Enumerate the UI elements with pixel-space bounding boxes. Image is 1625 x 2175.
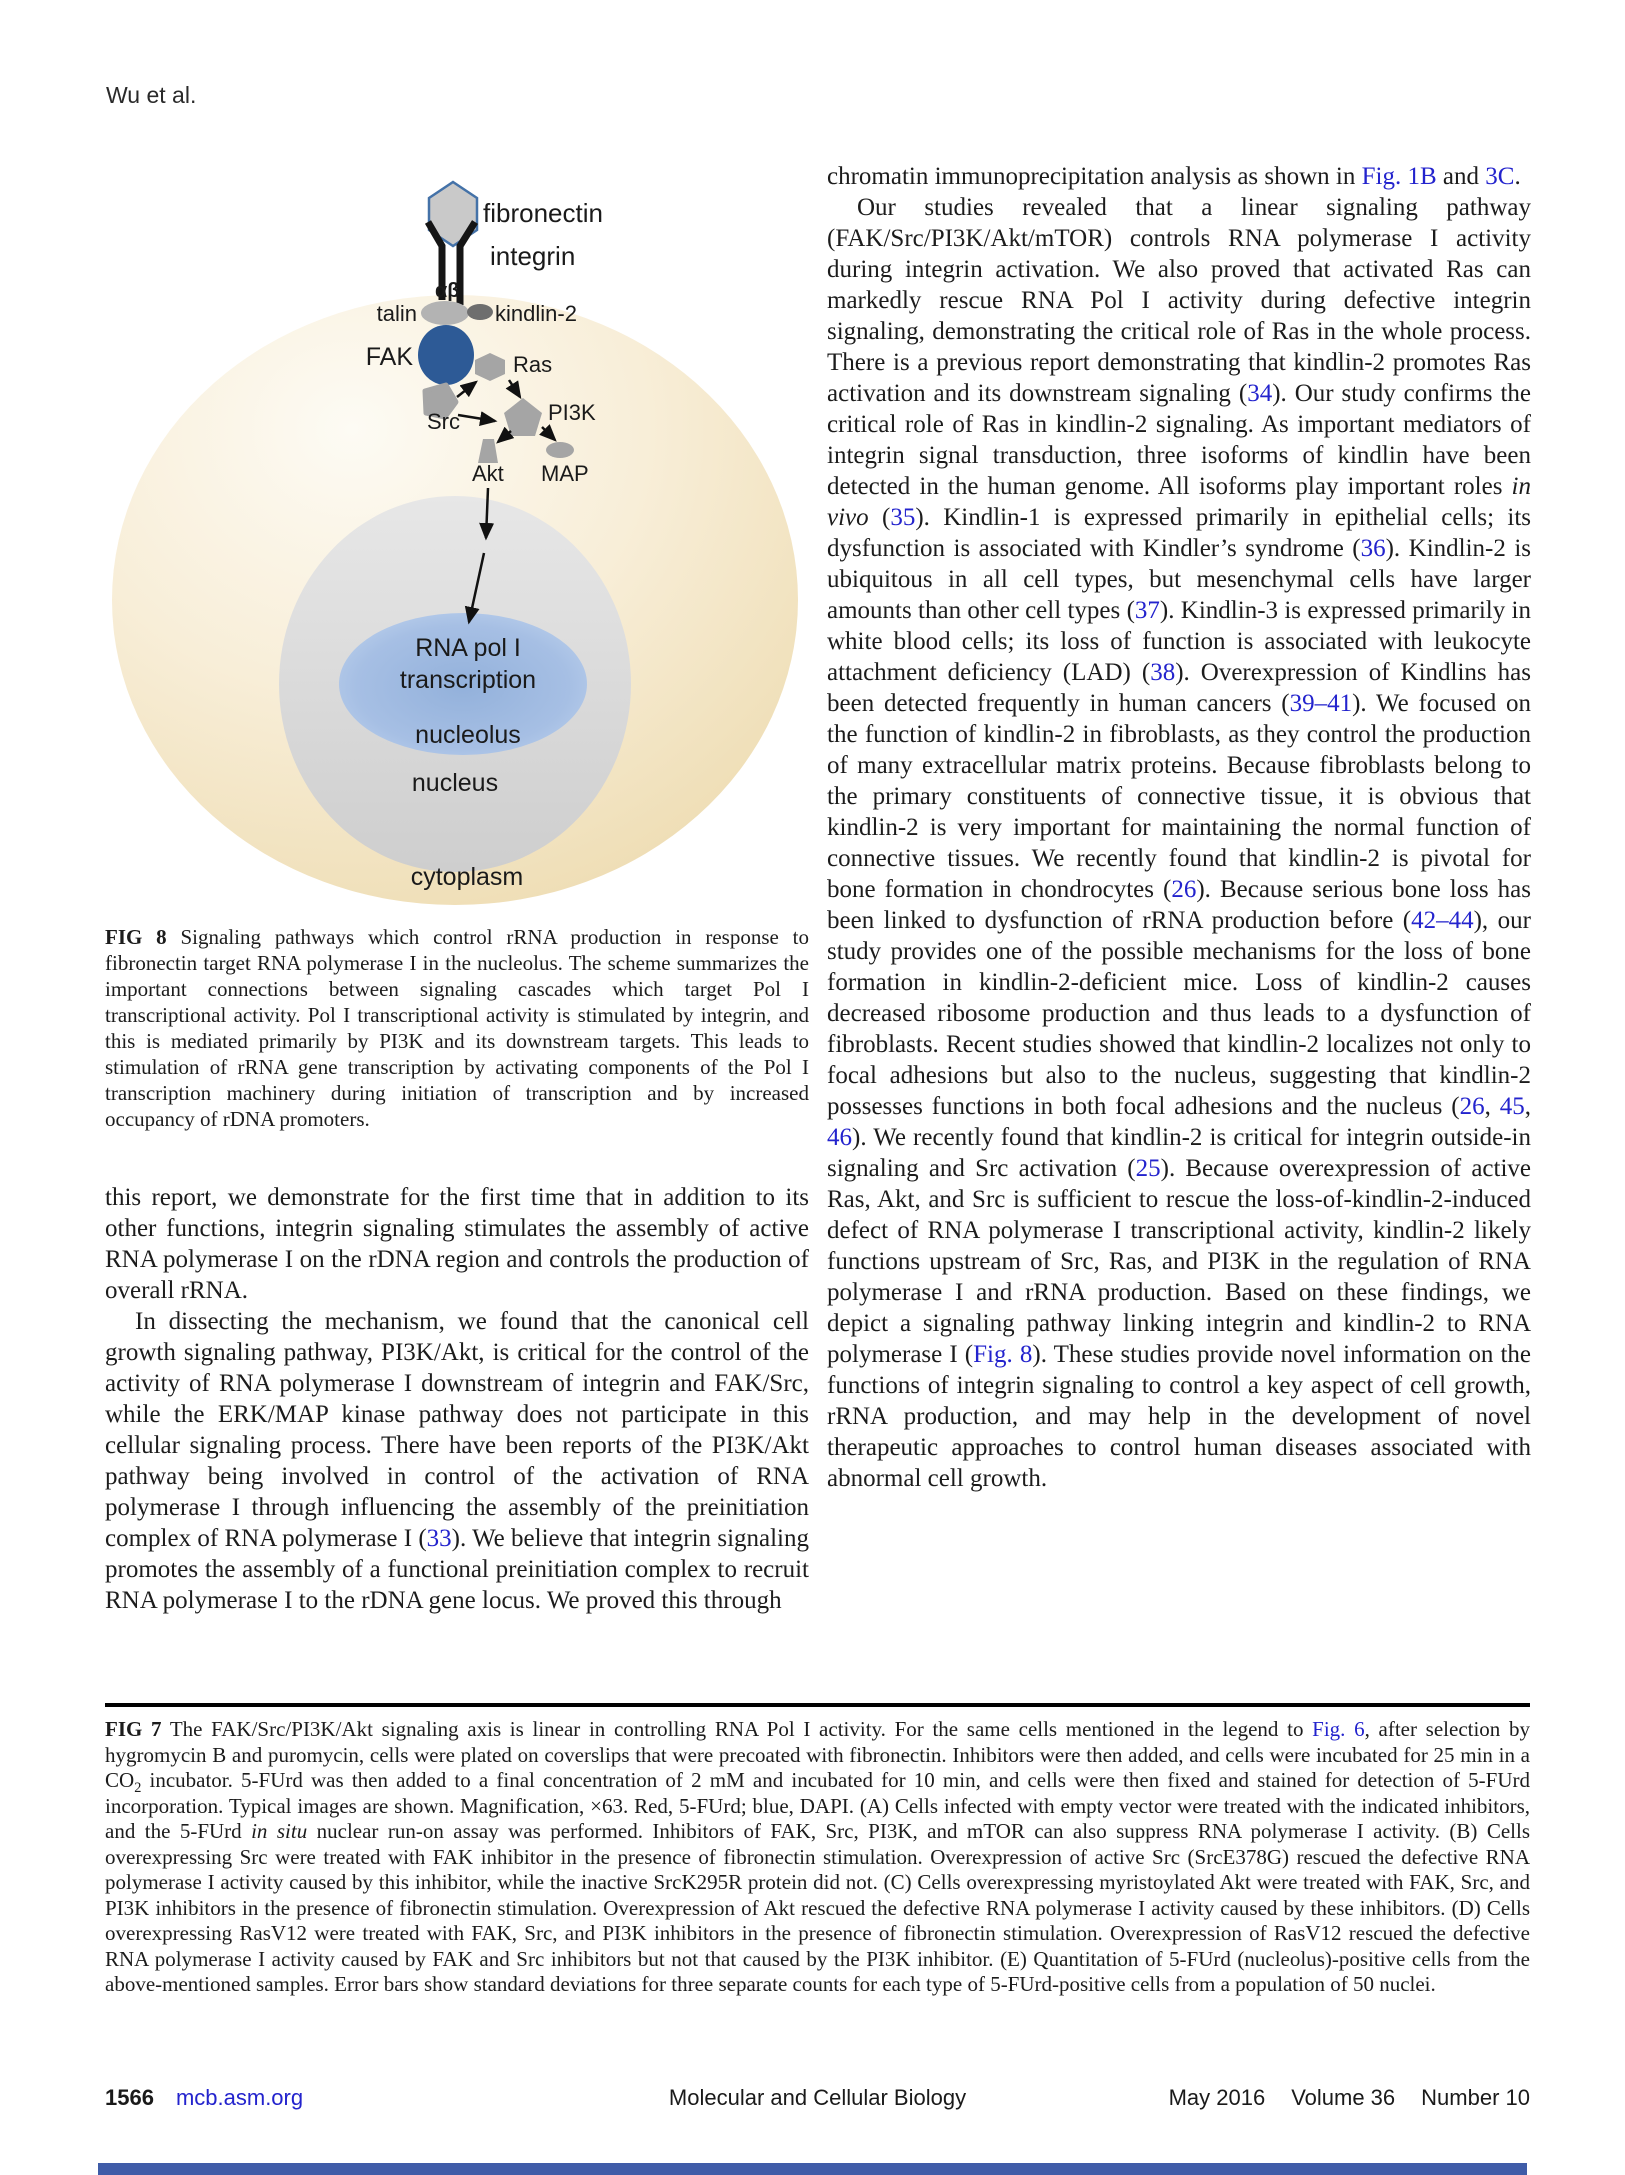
- citation-link[interactable]: 38: [1150, 659, 1176, 686]
- figure-7-caption-text: [105, 1717, 1530, 1998]
- text-segment: ). Because overexpression of active Ras, Akt, and Src is sufficient to rescue the loss-of-kindlin-2-induced defect of RNA polymerase I transcriptional activity, kindlin-2 likely functions upstream of Src, Ras, and PI3K in the regulation of RNA polymerase I and rRNA production. Based on these findings, we depict a signaling pathway linking integrin and kindlin-2 to RNA polymerase I (: [827, 1155, 1532, 1368]
- page-number: 1566: [105, 2085, 154, 2110]
- rna-pol-label-line1: RNA pol I: [415, 634, 521, 662]
- figure-7-caption: [105, 1717, 1530, 1998]
- nucleolus-label: nucleolus: [415, 721, 521, 749]
- citation-link[interactable]: 42–44: [1411, 907, 1474, 934]
- text-segment: incubator. 5-FUrd was then added to a final concentration of 2 mM and incubated for 10 min, and cells were then fixed and stained for detection of 5-FUrd incorporation. Typical images are shown. Magnification, ×63. Red, 5-FUrd; blue, DAPI. (A) Cells infected with empty vector were treated with the indicated inhibitors, and the 5-FUrd: [105, 1768, 1530, 1843]
- figure-8-caption: [105, 924, 809, 1132]
- citation-link[interactable]: Fig. 8: [973, 1341, 1033, 1368]
- citation-link[interactable]: 26: [1459, 1093, 1485, 1120]
- body-paragraph: [827, 192, 1531, 1494]
- kindlin2-ellipse: [467, 304, 493, 320]
- text-segment: ). Overexpression of Kindlins has been detected frequently in human cancers (: [827, 659, 1532, 717]
- figure-8-caption-text: [105, 924, 809, 1132]
- text-segment: chromatin immunoprecipitation analysis as shown in: [827, 163, 1362, 190]
- text-segment: (: [868, 504, 891, 531]
- src-label: Src: [427, 409, 460, 434]
- text-segment: ). We believe that integrin signaling promotes the assembly of a functional preinitiation complex to recruit RNA polymerase I to the rDNA gene locus. We proved this through: [105, 1525, 810, 1614]
- alpha-beta-label: αβ: [435, 280, 460, 302]
- text-segment: ). We recently found that kindlin-2 is critical for integrin outside-in signaling and Src activation (: [827, 1124, 1531, 1182]
- nucleus-label: nucleus: [411, 769, 499, 797]
- caption-divider-rule: [105, 1703, 1530, 1707]
- italic-text: in vivo: [827, 473, 1531, 531]
- rna-pol-label-line2: transcription: [399, 666, 537, 694]
- citation-link[interactable]: 39–41: [1289, 690, 1353, 717]
- cytoplasm-label: cytoplasm: [410, 863, 524, 891]
- figure-8-diagram: [105, 172, 810, 922]
- text-segment: and: [1436, 163, 1486, 190]
- talin-label: talin: [376, 301, 417, 326]
- text-segment: Signaling pathways which control rRNA production in response to fibronectin target RNA polymerase I in the nucleolus. The scheme summarizes the important connections between signaling cascades which target Pol I transcriptional activity. Pol I transcriptional activity is stimulated by integrin, and this is mediated primarily by PI3K and its downstream targets. This leads to stimulation of rRNA gene transcription by activating components of the Pol I transcription machinery during initiation of transcription and by increased occupancy of rDNA promoters.: [105, 925, 809, 1131]
- text-segment: , after selection by hygromycin B and puromycin, cells were plated on coverslips that were precoated with fibronectin. Inhibitors were then added, and cells were incubated for 25 min in a CO: [105, 1717, 1530, 1792]
- text-segment: ). These studies provide novel information on the functions of integrin signaling to control a key aspect of cell growth, rRNA production, and may help in the development of novel therapeutic approaches to control human diseases associated with abnormal cell growth.: [827, 1341, 1531, 1492]
- left-text-column: [105, 1182, 809, 1616]
- ras-label: Ras: [513, 352, 553, 377]
- kindlin2-label: kindlin-2: [495, 301, 577, 326]
- text-segment: ,: [1484, 1093, 1500, 1120]
- text-segment: Our studies revealed that a linear signaling pathway (FAK/Src/PI3K/Akt/mTOR) controls RNA polymerase I activity during integrin activation. We also proved that activated Ras can markedly rescue RNA Pol I activity during defective integrin signaling, demonstrating the critical role of Ras in the whole process. There is a previous report demonstrating that kindlin-2 promotes Ras activation and its downstream signaling (: [827, 194, 1531, 407]
- next-page-edge-band: [98, 2163, 1527, 2175]
- figure-8: [105, 172, 810, 922]
- fak-circle: [418, 325, 474, 385]
- citation-link[interactable]: 35: [890, 504, 916, 531]
- citation-link[interactable]: Fig. 1B: [1361, 163, 1437, 190]
- citation-link[interactable]: 36: [1360, 535, 1386, 562]
- issue-number: Number 10: [1421, 2085, 1530, 2110]
- text-segment: .: [1514, 163, 1521, 190]
- text-segment: 2: [134, 1780, 142, 1797]
- citation-link[interactable]: 37: [1134, 597, 1160, 624]
- fibronectin-label: fibronectin: [483, 198, 603, 228]
- text-segment: ). We focused on the function of kindlin-2 in fibroblasts, as they control the production of many extracellular matrix proteins. Because fibroblasts belong to the primary constituents of connective tissue, it is obvious that kindlin-2 is very important for maintaining the normal function of connective tissues. We recently found that kindlin-2 is pivotal for bone formation in chondrocytes (: [827, 690, 1531, 903]
- citation-link[interactable]: Fig. 6: [1312, 1717, 1365, 1741]
- page-footer: [105, 2085, 1530, 2115]
- text-segment: FIG 7: [105, 1717, 162, 1741]
- text-segment: ). Kindlin-1 is expressed primarily in epithelial cells; its dysfunction is associated with Kindler’s syndrome (: [827, 504, 1531, 562]
- body-paragraph: [105, 1182, 809, 1306]
- right-text-column: [827, 161, 1531, 1494]
- journal-name: Molecular and Cellular Biology: [668, 2085, 967, 2110]
- integrin-label: integrin: [490, 241, 576, 271]
- text-segment: The FAK/Src/PI3K/Akt signaling axis is linear in controlling RNA Pol I activity. For the same cells mentioned in the legend to: [161, 1717, 1313, 1741]
- citation-link[interactable]: 25: [1135, 1155, 1161, 1182]
- issue-volume: Volume 36: [1291, 2085, 1396, 2110]
- footer-issue-info: [1143, 2085, 1530, 2111]
- map-ellipse: [546, 442, 574, 458]
- text-segment: ), our study provides one of the possible mechanisms for the loss of bone formation in kindlin-2-deficient mice. Loss of kindlin-2 causes decreased ribosome production and thus leads to a dysfunction of fibroblasts. Recent studies showed that kindlin-2 localizes not only to focal adhesions but also to the nucleus, suggesting that kindlin-2 possesses functions in both focal adhesions and the nucleus (: [827, 907, 1531, 1120]
- citation-link[interactable]: 26: [1171, 876, 1197, 903]
- body-paragraph: [105, 1306, 809, 1616]
- journal-site-link[interactable]: mcb.asm.org: [175, 2085, 304, 2110]
- text-segment: ). Kindlin-2 is ubiquitous in all cell types, but mesenchymal cells have larger amounts than other cell types (: [827, 535, 1531, 624]
- pi3k-label: PI3K: [548, 400, 596, 425]
- akt-label: Akt: [472, 461, 504, 486]
- text-segment: ). Kindlin-3 is expressed primarily in white blood cells; its loss of function is associated with leukocyte attachment deficiency (LAD) (: [827, 597, 1532, 686]
- text-segment: In dissecting the mechanism, we found that the canonical cell growth signaling pathway, PI3K/Akt, is critical for the control of the activity of RNA polymerase I downstream of integrin and FAK/Src, while the ERK/MAP kinase pathway does not participate in this cellular signaling process. There have been reports of the PI3K/Akt pathway being involved in control of the activation of RNA polymerase I through influencing the assembly of the preinitiation complex of RNA polymerase I (: [105, 1308, 809, 1552]
- text-segment: ). Our study confirms the critical role of Ras in kindlin-2 signaling. As important mediators of integrin signal transduction, three isoforms of kindlin have been detected in the human genome. All isoforms play important roles: [827, 380, 1531, 500]
- citation-link[interactable]: 46: [827, 1124, 852, 1151]
- citation-link[interactable]: 34: [1247, 380, 1273, 407]
- text-segment: ,: [1524, 1093, 1531, 1120]
- body-paragraph: [827, 161, 1531, 192]
- citation-link[interactable]: 45: [1499, 1093, 1525, 1120]
- running-head: Wu et al.: [106, 82, 197, 108]
- text-segment: ). Because serious bone loss has been linked to dysfunction of rRNA production before (: [827, 876, 1532, 934]
- text-segment: FIG 8: [105, 925, 167, 949]
- issue-date: May 2016: [1168, 2085, 1266, 2110]
- map-label: MAP: [541, 461, 589, 486]
- text-segment: nuclear run-on assay was performed. Inhibitors of FAK, Src, PI3K, and mTOR can also suppress RNA polymerase I activity. (B) Cells overexpressing Src were treated with FAK inhibitor in the presence of fibronectin stimulation. Overexpression of active Src (SrcE378G) rescued the defective RNA polymerase I activity caused by this inhibitor, while the inactive SrcK295R protein did not. (C) Cells overexpressing myristoylated Akt were treated with FAK, Src, and PI3K inhibitors in the presence of fibronectin stimulation. Overexpression of Akt rescued the defective RNA polymerase I activity caused by these inhibitors. (D) Cells overexpressing RasV12 were treated with FAK, Src, and PI3K inhibitors in the presence of fibronectin stimulation. Overexpression of RasV12 rescued the defective RNA polymerase I activity caused by FAK and Src inhibitors but not that caused by the PI3K inhibitor. (E) Quantitation of 5-FUrd (nucleolus)-positive cells from the above-mentioned samples. Error bars show standard deviations for three separate counts for each type of 5-FUrd-positive cells from a population of 50 nuclei.: [105, 1819, 1531, 1996]
- fak-label: FAK: [365, 343, 413, 371]
- citation-link[interactable]: 3C: [1485, 163, 1515, 190]
- talin-ellipse: [421, 301, 469, 325]
- italic-text: in situ: [251, 1819, 308, 1843]
- citation-link[interactable]: 33: [426, 1525, 452, 1552]
- text-segment: this report, we demonstrate for the first time that in addition to its other functions, integrin signaling stimulates the assembly of active RNA polymerase I on the rDNA region and controls the production of overall rRNA.: [105, 1184, 809, 1304]
